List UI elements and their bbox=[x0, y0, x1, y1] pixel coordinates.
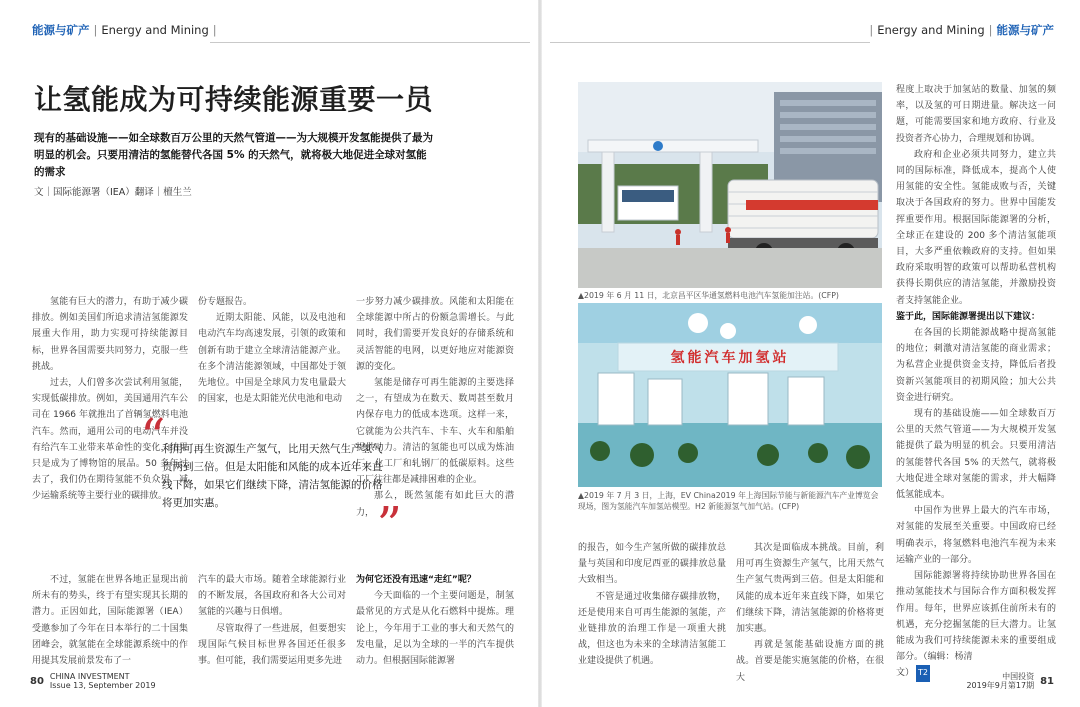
right-section-category: 能源与矿产 bbox=[996, 23, 1054, 37]
paragraph: 国际能源署将持续协助世界各国在推动氢能技术与国际合作方面积极发挥作用。每年，世界应该抓住前所未有的机遇，充分挖掘氢能的巨大潜力。让氢能成为我们可持续能源未来的重要组成部分。（编辑：杨清 bbox=[896, 571, 1056, 663]
paragraph: 近期太阳能、风能，以及电池和电动汽车均高速发展，引领的政策和创新有助于建立全球清洁能源产业。在多个清洁能源领域，中国都处于领先地位。中国是全球风力发电量最大的国家，也是太阳能光伏电池和电动 bbox=[198, 313, 346, 405]
left-running-header: 能源与矿产 | Energy and Mining | bbox=[32, 23, 217, 37]
paragraph: 份专题报告。 bbox=[198, 297, 253, 307]
right-issue: 2019年9月第17期 bbox=[966, 681, 1035, 690]
left-page-number: 80 bbox=[30, 675, 44, 687]
hydrogen-station-image bbox=[578, 82, 882, 288]
model-station-sign: 氢能汽车加氢站 bbox=[670, 350, 790, 366]
paragraph: 不过，氢能在世界各地正显现出前所未有的势头，终于有望实现其长期的潜力。正因如此，国际能源署（IEA）受邀参加了今年在日本举行的二十国集团峰会，就氢能在全球能源系统中的作用提其发展前景发布了一 bbox=[32, 575, 188, 667]
right-running-header: | Energy and Mining | 能源与矿产 bbox=[869, 23, 1054, 37]
photo-1-caption: ▲2019 年 6 月 11 日，北京昌平区华通氢燃料电池汽车氢能加注站。(CFP) bbox=[578, 291, 839, 300]
paragraph: 中国作为世界上最大的汽车市场，对氢能的发展至关重要。中国政府已经明确表示，将氢燃料电池汽车视为未来运输产业的一部分。 bbox=[896, 506, 1056, 565]
page-gutter bbox=[538, 0, 542, 707]
photo-hydrogen-station bbox=[578, 82, 882, 288]
paragraph: 氢能有巨大的潜力，有助于减少碳排放。例如美国们所追求清洁氢能源发展重大作用，助力实现可持续能源目标，世界各国需要共同努力，克服一些挑战。 bbox=[32, 297, 188, 372]
column-subheading: 为何它还没有迅速“走红”呢？ bbox=[356, 575, 476, 585]
paragraph: 今天面临的一个主要问题是，制氢最常见的方式是从化石燃料中提炼。理论上，今年用于工业的事大和天然气的发电量，足以为全球的一半的汽车提供动力。但根据国际能源署 bbox=[356, 591, 514, 667]
paragraph: 不管是通过收集储存碳排放物，还是使用来自可再生能源的氢能，产业链排放的治理工作是一项重大挑战，但这也为未来的全球清洁氢能工业建设提供了机遇。 bbox=[578, 591, 726, 667]
paragraph: 一步努力减少碳排放。风能和太阳能在全球能源中所占的份额急需增长。与此同时，我们需要开发良好的存储系统和灵活智能的电网，以更好地应对能源资源的变化。 bbox=[356, 297, 514, 372]
close-quote-icon: ” bbox=[376, 496, 402, 554]
left-issue: Issue 13, September 2019 bbox=[49, 681, 156, 690]
article-byline: 文｜国际能源署（IEA）翻译｜檀生兰 bbox=[34, 187, 192, 198]
column-1-bottom bbox=[32, 572, 188, 667]
paragraph: 尽管取得了一些进展，但要想实现国际气候目标世界各国还任很多事。但可能，我们需要运用更多先进 bbox=[198, 623, 346, 667]
paragraph: 氢能是储存可再生能源的主要选择之一，有望成为在数天、数周甚至数月内保存电力的低成本选项。这样一来，它就能为公共汽车、卡车、火车和船舶提供动力。清洁的氢能也可以成为炼油厂、化工厂和轧钢厂的低碳原料。这些工厂往往都是减排困难的企业。 bbox=[356, 378, 514, 486]
column-2-top bbox=[198, 294, 346, 405]
column-3-bottom bbox=[356, 572, 514, 667]
left-header-rule bbox=[210, 42, 530, 43]
paragraph: 程度上取决于加氢站的数量、加氢的频率，以及氢的可日期进量。解决这一问题，可能需要国家和地方政府、行业及投资者齐心协力，合理规划和协调。 bbox=[896, 85, 1056, 144]
left-magazine-name: CHINA INVESTMENT bbox=[49, 672, 130, 681]
right-magazine-name: 中国投资 bbox=[1002, 672, 1035, 681]
column-4 bbox=[578, 540, 726, 667]
paragraph: 汽车的最大市场。随着全球能源行业的不断发展，各国政府和各大公司对氢能的兴趣与日俱增。 bbox=[198, 575, 346, 618]
photo-model-station bbox=[578, 303, 882, 487]
right-page-number: 81 bbox=[1040, 675, 1054, 687]
right-section-english: Energy and Mining bbox=[877, 23, 985, 37]
left-section-category: 能源与矿产 bbox=[32, 23, 90, 37]
photo-2-caption: ▲2019 年 7 月 3 日，上海，EV China2019 年上海国际节能与新能源汽车产业博览会现场，图为氢能汽车加氢站模型。H2 新能源氢气加气站。(CFP) bbox=[578, 491, 879, 511]
open-quote-icon: “ bbox=[140, 408, 166, 466]
left-section-english: Energy and Mining bbox=[101, 23, 209, 37]
article-title: 让氢能成为可持续能源重要一员 bbox=[34, 83, 434, 116]
article-ending: 文） T2 bbox=[896, 665, 1056, 681]
column-5 bbox=[736, 540, 884, 683]
paragraph: 在各国的长期能源战略中提高氢能的地位；刺激对清洁氢能的商业需求；为私营企业提供资金支持，降低后者投资新兴氢能项目的初期风险；加大公共资金进行研究。 bbox=[896, 328, 1056, 403]
right-footer bbox=[966, 672, 1054, 690]
editor-sign-badge: T2 bbox=[916, 665, 930, 681]
pull-quote bbox=[140, 408, 402, 558]
paragraph: 的报告，如今生产氢所做的碳排放总量与英国和印度尼西亚的碳排放总量大致相当。 bbox=[578, 543, 726, 586]
paragraph: 再就是氢能基础设施方面的挑战。首要是能实施氢能的价格，在很大 bbox=[736, 640, 884, 683]
model-station-image bbox=[578, 303, 882, 487]
column-2-bottom bbox=[198, 572, 346, 667]
right-header-rule bbox=[550, 42, 870, 43]
paragraph: 政府和企业必须共同努力，建立共同的国际标准，降低成本，提高个人使用氢能的安全性。氢能成败与否，关键取决于各国政府的努力。世界中国能发挥重要作用。根据国际能源署的分析，全球正在建设的 200 多个清洁氢能项目，大多严重依赖政府的支持。但如果政府采取明智的政策可以帮助私营机构获得长期供应的清洁氢能，并激励投资者支持氢能企业。 bbox=[896, 149, 1056, 306]
paragraph: 其次是面临成本挑战。目前，利用可再生资源生产氢气，比用天然气生产氢气贵两到三倍。但是太阳能和风能的成本近年来直线下降，如果它们继续下降，清洁氢能源的价格将更加实惠。 bbox=[736, 543, 884, 635]
paragraph: 过去，人们曾多次尝试利用氢能，实现低碳排放。例如，美国通用汽车公司在 1966 年就推出了首辆氢燃料电池汽车。然而，通用公司的电动汽车并没有给汽车工业带来革命性的变化，结果只是成为了博物馆的展品。50 多年过去了，我们仍在期待氢能不负众望，减少运输系统等主要行业的碳排放。 bbox=[32, 378, 188, 502]
left-footer bbox=[30, 672, 156, 690]
pull-quote-text: 利用可再生资源生产氢气，比用天然气生产氢气贵两到三倍。但是太阳能和风能的成本近年来直线下降，如果它们继续下降，清洁氢能源的价格将更加实惠。 bbox=[162, 443, 383, 509]
paragraph: 现有的基础设施——如全球数百万公里的天然气管道——为大规模开发氢能提供了最为明显的机会。只要用清洁的氢能替代各国 5% 的天然气，就将极大地促进全球对氢能的需求，并大幅降低氢能成本。 bbox=[896, 409, 1056, 501]
article-lead: 现有的基础设施——如全球数百万公里的天然气管道——为大规模开发氢能提供了最为明显的机会。只要用清洁的氢能替代各国 5% 的天然气，就将极大地促进全球对氢能的需求 bbox=[34, 132, 433, 178]
column-subheading: 鉴于此，国际能源署提出以下建议： bbox=[896, 311, 1041, 322]
paragraph: 那么，既然氢能有如此巨大的潜力， bbox=[356, 491, 514, 518]
